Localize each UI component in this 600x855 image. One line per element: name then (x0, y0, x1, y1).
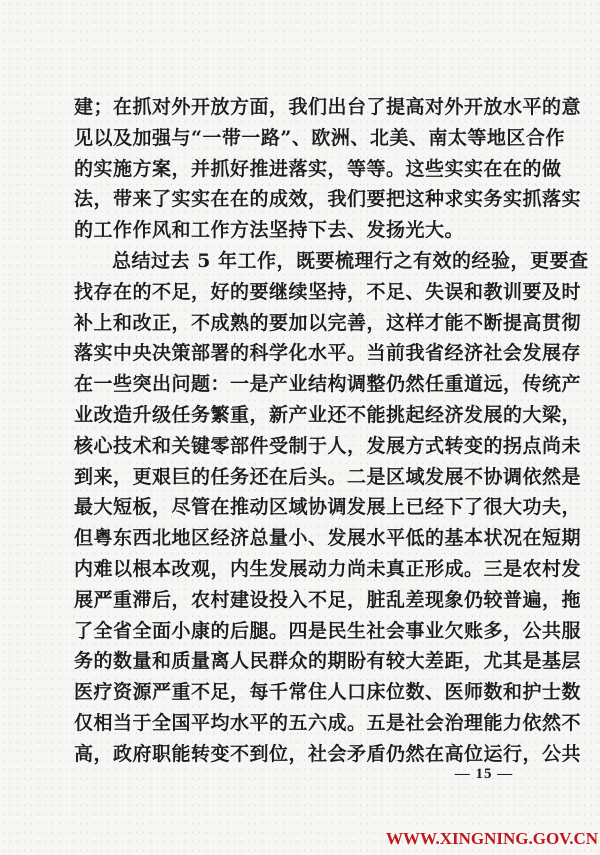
text-line: 在一些突出问题：一是产业结构调整仍然任重道远，传统产 (74, 373, 582, 396)
text-line: 见以及加强与“一带一路”、欧洲、北美、南太等地区合作 (74, 126, 565, 149)
text-line: 最大短板，尽管在推动区域协调发展上已经下了很大功夫， (74, 496, 582, 519)
page-number: — 15 — (454, 766, 514, 782)
text-line: 医疗资源严重不足，每千常住人口床位数、医师数和护士数 (74, 681, 582, 704)
paragraph-start-line: 总结过去 5 年工作，既要梳理行之有效的经验，更要查 (112, 249, 589, 272)
text-line: 内难以根本改观，内生发展动力尚未真正形成。三是农村发 (74, 557, 582, 580)
text-line: 展严重滞后，农村建设投入不足，脏乱差现象仍较普遍，拖 (74, 588, 582, 611)
body-text (74, 92, 589, 770)
text-line: 的实施方案，并抓好推进落实，等等。这些实实在在的做 (74, 157, 562, 180)
text-line: 法，带来了实实在在的成效，我们要把这种求实务实抓落实 (74, 188, 582, 211)
text-line: 务的数量和质量离人民群众的期盼有较大差距，尤其是基层 (74, 650, 582, 673)
paragraph-end-line: 的工作作风和工作方法坚持下去、发扬光大。 (74, 219, 465, 242)
website-watermark: WWW.XINGNING.GOV.CN (386, 829, 599, 848)
text-line: 业改造升级任务繁重，新产业还不能挑起经济发展的大梁， (74, 403, 582, 426)
text-line: 核心技术和关键零部件受制于人，发展方式转变的拐点尚未 (74, 434, 582, 457)
text-line: 补上和改正，不成熟的要加以完善，这样才能不断提高贯彻 (74, 311, 582, 334)
text-line: 落实中央决策部署的科学化水平。当前我省经济社会发展存 (74, 342, 582, 365)
text-line: 仅相当于全国平均水平的五六成。五是社会治理能力依然不 (74, 711, 582, 734)
text-line: 建；在抓对外开放方面，我们出台了提高对外开放水平的意 (74, 96, 582, 118)
text-line: 但粤东西北地区经济总量小、发展水平低的基本状况在短期 (74, 527, 582, 550)
text-line: 到来，更艰巨的任务还在后头。二是区域发展不协调依然是 (74, 465, 582, 488)
text-line: 了全省全面小康的后腿。四是民生社会事业欠账多，公共服 (74, 619, 582, 642)
text-line: 找存在的不足，好的要继续坚持，不足、失误和教训要及时 (74, 280, 582, 303)
text-line: 高，政府职能转变不到位，社会矛盾仍然在高位运行，公共 (74, 742, 582, 765)
